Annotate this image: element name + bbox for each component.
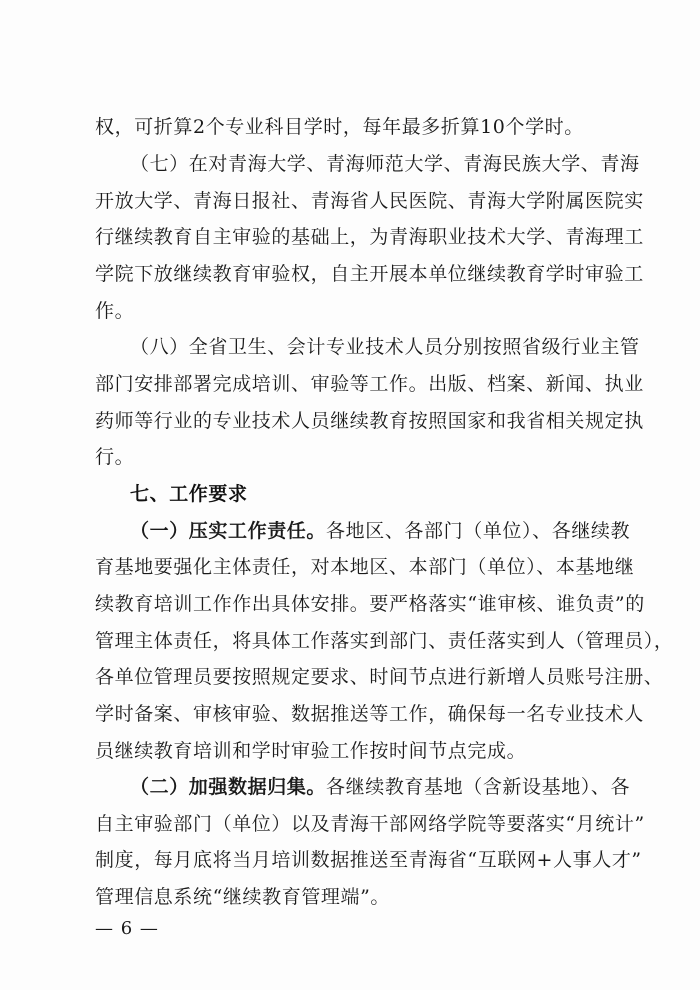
item-lead: （二）加强数据归集。 [130, 776, 327, 798]
paragraph-line: （七）在对青海大学、青海师范大学、青海民族大学、青海 [130, 153, 640, 175]
paragraph-line [130, 516, 631, 546]
item-text: 各继续教育基地（含新设基地）、各 [326, 776, 631, 798]
paragraph-line: 学时备案、审核审验、数据推送等工作，确保每一名专业技术人 [95, 703, 644, 725]
paragraph-line: 制度，每月底将当月培训数据推送至青海省“互联网+人事人才” [95, 849, 642, 871]
paragraph-line: 自主审验部门（单位）以及青海干部网络学院等要落实“月统计” [95, 813, 645, 835]
paragraph-line: 行。 [95, 446, 135, 468]
page-number: — 6 — [95, 918, 159, 939]
paragraph-line: 行继续教育自主审验的基础上，为青海职业技术大学、青海理工 [95, 226, 644, 248]
paragraph-line: 权，可折算2个专业科目学时，每年最多折算10个学时。 [95, 116, 584, 138]
item-lead: （一）压实工作责任。 [130, 520, 327, 542]
paragraph-line: 药师等行业的专业技术人员继续教育按照国家和我省相关规定执 [95, 410, 644, 432]
paragraph-line: 各单位管理员要按照规定要求、时间节点进行新增人员账号注册、 [95, 666, 664, 688]
paragraph-line: 育基地要强化主体责任，对本地区、本部门（单位）、本基地继 [95, 556, 635, 578]
paragraph-line: 开放大学、青海日报社、青海省人民医院、青海大学附属医院实 [95, 190, 644, 212]
paragraph-line: 员继续教育培训和学时审验工作按时间节点完成。 [95, 740, 527, 762]
paragraph-line: （八）全省卫生、会计专业技术人员分别按照省级行业主管 [130, 336, 640, 358]
paragraph-line: 作。 [95, 300, 135, 322]
paragraph-line: 学院下放继续教育审验权，自主开展本单位继续教育学时审验工 [95, 263, 644, 285]
section-heading: 七、工作要求 [130, 483, 248, 505]
paragraph-line: 管理信息系统“继续教育管理端”。 [95, 886, 391, 908]
paragraph-line: 部门安排部署完成培训、审验等工作。出版、档案、新闻、执业 [95, 373, 644, 395]
paragraph-line: 管理主体责任，将具体工作落实到部门、责任落实到人（管理员）， [95, 630, 674, 652]
paragraph-line [130, 772, 631, 802]
paragraph-line: 续教育培训工作作出具体安排。要严格落实“谁审核、谁负责”的 [95, 593, 645, 615]
item-text: 各地区、各部门（单位）、各继续教 [326, 520, 631, 542]
